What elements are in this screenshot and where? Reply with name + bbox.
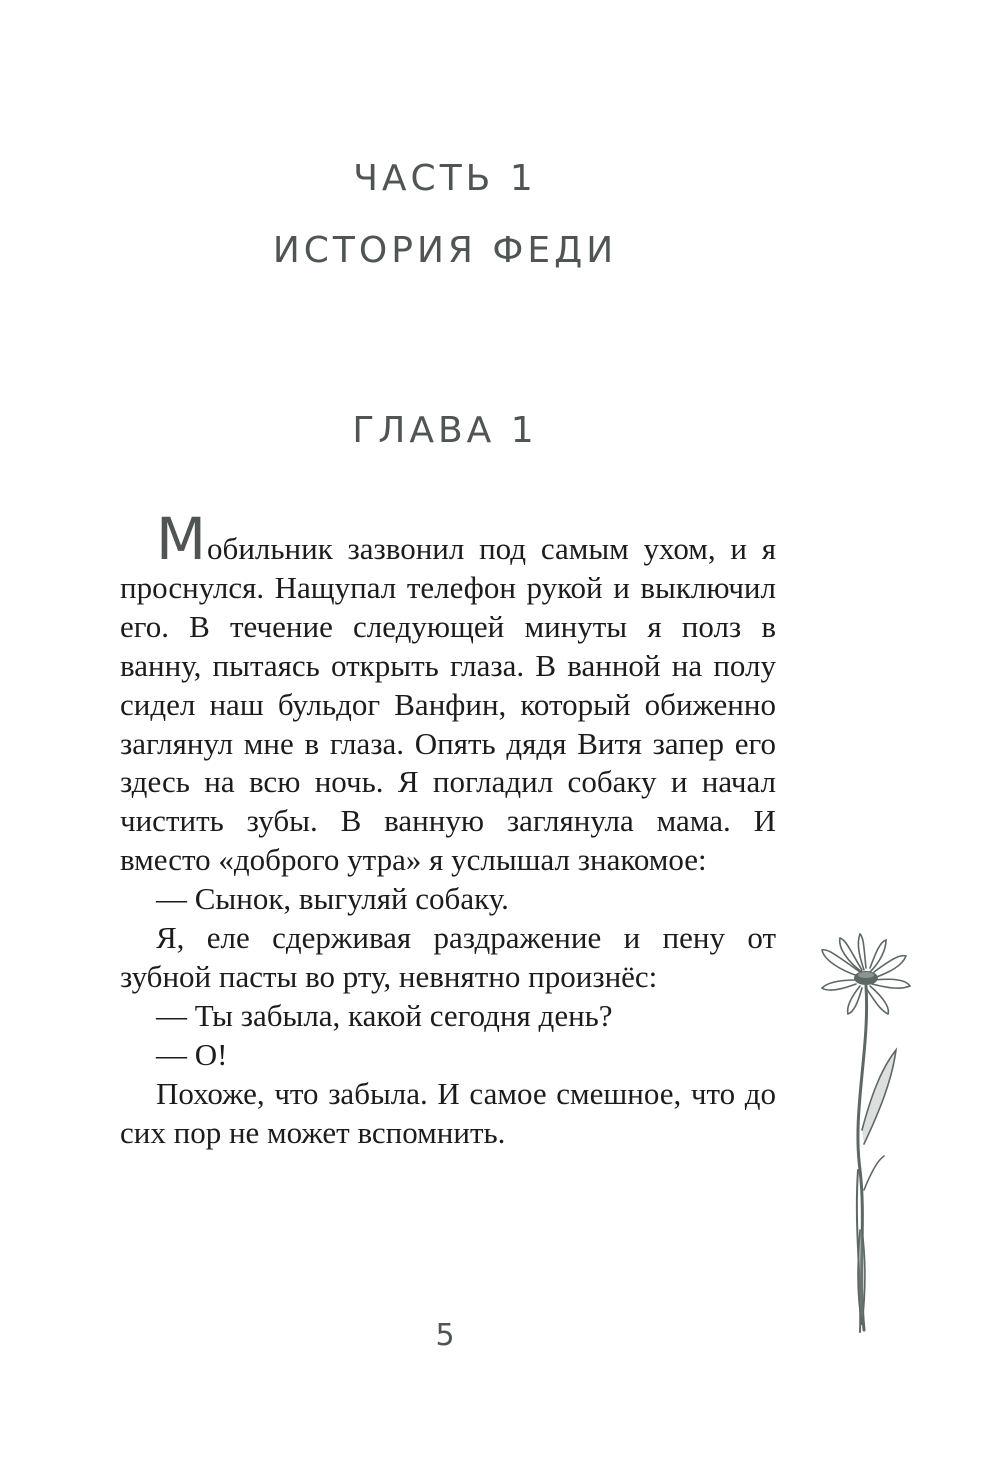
paragraph-1 xyxy=(120,505,776,880)
chapter-text xyxy=(120,505,776,1153)
drop-cap: М xyxy=(156,505,208,573)
paragraph-5: — О! xyxy=(156,1036,228,1072)
page-number: 5 xyxy=(435,1318,455,1353)
paragraph-3: Я, еле сдерживая раздражение и пену от зубной пасты во рту, невнятно произнёс: xyxy=(120,920,776,994)
story-title: ИСТОРИЯ ФЕДИ xyxy=(272,230,618,271)
chapter-title: ГЛАВА 1 xyxy=(352,410,538,451)
daisy-flower-icon xyxy=(800,930,930,1350)
part-title: ЧАСТЬ 1 xyxy=(353,158,537,199)
paragraph-2: — Сынок, выгуляй собаку. xyxy=(156,881,509,917)
paragraph-6: Похоже, что забыла. И самое смешное, что до сих пор не может вспомнить. xyxy=(120,1075,776,1150)
paragraph-4: — Ты забыла, какой сегодня день? xyxy=(156,997,613,1033)
paragraph-1-text: обильник зазвонил под самым ухом, и я проснулся. Нащупал телефон рукой и выключил его. В течение следующей минуты я полз в ванну, пытаясь открыть глаза. В ванной на полу сидел наш бульдог Ванфин, который обиженно заглянул мне в глаза. Опять дядя Витя запер его здесь на всю ночь. Я погладил собаку и начал чистить зубы. В ванную заглянула мама. И вместо «доброго утра» я услышал знакомое: xyxy=(120,531,776,878)
